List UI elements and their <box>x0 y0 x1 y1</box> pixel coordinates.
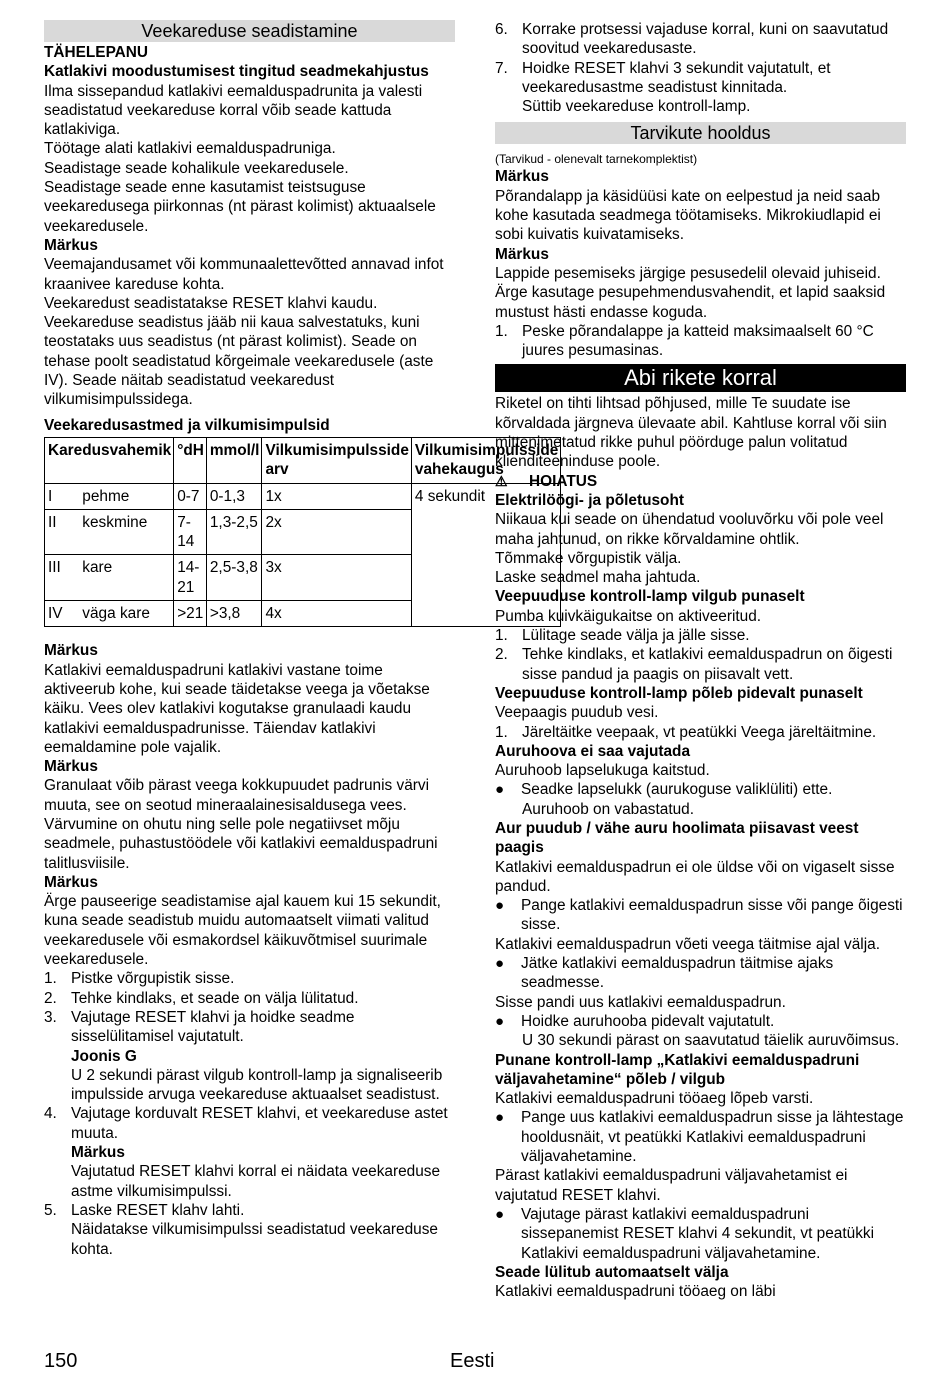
footer-language: Eesti <box>450 1350 495 1372</box>
warning-label: HOIATUS <box>529 472 598 490</box>
caution-paragraph: Töötage alati katlakivi eemalduspadruniga. <box>44 140 336 158</box>
page-number: 150 <box>44 1350 78 1372</box>
count-cell: 4x <box>262 601 411 627</box>
section-title-water-hardness: Veekareduse seadistamine <box>44 20 455 42</box>
left-column <box>44 20 559 1259</box>
list-item <box>44 1008 455 1047</box>
note-paragraph: Põrandalapp ja käsidüüsi kate on eelpestud ja neid saab kohe kasutada seadmega töötamiseks. Mikrokiudlapid ei sobi kuivatis kuivatamiseks. <box>495 187 881 244</box>
bullet-text: Vajutage pärast katlakivi eemalduspadruni sissepanemist RESET klahvi 4 sekundit, vt peatükki Katlakivi eemalduspadruni väljavahetamine. <box>521 1205 875 1262</box>
note-label: Märkus <box>495 245 549 263</box>
bullet-text: Pange uus katlakivi eemalduspadrun sisse ja lähtestage hooldusnäit, vt peatükki Katlakivi eemalduspadruni väljavahetamine. <box>521 1109 904 1166</box>
dh-cell: 7-14 <box>174 509 207 555</box>
list-item <box>495 59 906 98</box>
step-text: Korrake protsessi vajaduse korral, kuni on saavutatud soovitud veekaredusaste. <box>522 21 889 58</box>
mmol-cell: 2,5-3,8 <box>206 555 262 601</box>
list-item <box>495 896 906 935</box>
fault-cause: Katlakivi eemalduspadrun võeti veega täitmise ajal välja. <box>495 935 880 953</box>
warning-title: Elektrilöögi- ja põletusoht <box>495 491 684 509</box>
step-text: Tehke kindlaks, et katlakivi eemalduspadrun on õigesti sisse pandud ja paagis on piisavalt vett. <box>522 646 893 683</box>
bullet-icon: ● <box>495 955 505 973</box>
header-cell: Vilkumisimpulsside vahekaugus <box>411 437 560 483</box>
level-cell: III <box>45 555 80 601</box>
step-number: 5. <box>44 1201 57 1219</box>
caution-paragraph: Seadistage seade kohalikule veekaredusele. <box>44 159 349 177</box>
bullet-icon: ● <box>495 1012 505 1030</box>
name-cell: pehme <box>79 483 173 509</box>
fault-heading: Auruhoova ei saa vajutada <box>495 742 691 760</box>
step-number: 7. <box>495 59 508 77</box>
step-text: Pistke võrgupistik sisse. <box>71 970 235 988</box>
list-item <box>495 626 906 645</box>
note-paragraph: Veekaredust seadistatakse RESET klahvi kaudu. Veekareduse seadistus jääb nii kaua salvestatuks, kuni teostataks uus seadistus (nt pärast kolimist). Seade on tehase poolt seadistatud kõrgeimale veekaredusele (aste IV). Seade näitab seadistatud veekaredust vilkumisimpulssidega. <box>44 294 434 409</box>
note-paragraph: Lappide pesemiseks järgige pesusedelil olevaid juhiseid. Ärge kasutage pesupehmendusvahendit, et lapid saaksid mustust hästi endasse koguda. <box>495 264 886 321</box>
note-label: Märkus <box>44 642 98 660</box>
fault-cause: Pärast katlakivi eemalduspadruni väljavahetamist ei vajutatud RESET klahvi. <box>495 1167 848 1204</box>
caution-label: TÄHELEPANU <box>44 44 149 61</box>
name-cell: keskmine <box>79 509 173 555</box>
figure-reference: Joonis G <box>71 1047 137 1065</box>
fault-cause: Katlakivi eemalduspadrun ei ole üldse või on vigaselt sisse pandud. <box>495 858 895 895</box>
fault-heading: Punane kontroll-lamp „Katlakivi eemalduspadruni väljavahetamine“ põleb / vilgub <box>495 1051 860 1088</box>
header-cell: Vilkumisimpulsside arv <box>262 437 411 483</box>
step-text: Vajutage RESET klahvi ja hoidke seadme sisselülitamisel vajutatult. <box>71 1008 355 1046</box>
warning-paragraph: Niikaua kui seade on ühendatud vooluvõrku või pole veel maha jahtunud, on rikke kõrvaldamine ohtlik. <box>495 511 884 548</box>
bullet-icon: ● <box>495 1109 505 1127</box>
bullet-text: Jätke katlakivi eemalduspadrun täitmise ajaks seadmesse. <box>521 955 834 992</box>
list-item <box>495 954 906 993</box>
bullet-icon: ● <box>495 1205 505 1223</box>
note-label: Märkus <box>44 236 98 254</box>
fault-cause: Sisse pandi uus katlakivi eemalduspadrun. <box>495 993 786 1011</box>
count-cell: 1x <box>262 483 411 509</box>
count-cell: 2x <box>262 509 411 555</box>
caution-paragraph: Ilma sissepandud katlakivi eemalduspadrunita ja valesti seadistatud veekareduse korral võib seade kattuda katlakiviga. <box>44 82 423 139</box>
table-title: Veekaredusastmed ja vilkumisimpulsid <box>44 416 330 434</box>
fault-cause: Pumba kuivkäigukaitse on aktiveeritud. <box>495 607 762 625</box>
list-item <box>495 1012 906 1031</box>
list-item <box>495 1205 906 1263</box>
note-label: Märkus <box>495 168 549 186</box>
step-subtext: Süttib veekareduse kontroll-lamp. <box>522 98 751 116</box>
step-subtext: U 2 sekundi pärast vilgub kontroll-lamp ja signaliseerib impulsside arvuga veekareduse aktuaalset seadistust. <box>71 1066 443 1104</box>
bullet-text: Hoidke auruhooba pidevalt vajutatult. <box>521 1012 775 1030</box>
list-item <box>495 780 906 799</box>
warning-heading <box>495 472 906 491</box>
accessory-note-small: (Tarvikud - olenevalt tarnekomplektist) <box>495 152 698 167</box>
warning-paragraph: Laske seadmel maha jahtuda. <box>495 569 701 587</box>
bullet-icon: ● <box>495 897 505 915</box>
fault-cause: Auruhoob lapselukuga kaitstud. <box>495 762 710 780</box>
caution-paragraph: Seadistage seade enne kasutamist teistsuguse veekaredusega piirkonnas (nt pärast kolimist) aktuaalsele veekaredusele. <box>44 179 436 235</box>
step-text: Järeltäitke veepaak, vt peatükki Veega järeltäitmine. <box>522 723 877 741</box>
note-label: Märkus <box>71 1144 125 1162</box>
fault-cause: Katlakivi eemalduspadruni tööaeg on läbi <box>495 1283 776 1301</box>
bullet-text: Seadke lapselukk (aurukoguse valiklüliti) ette. <box>521 781 833 799</box>
header-cell: Karedusvahemik <box>45 437 174 483</box>
step-text: Peske põrandalappe ja katteid maksimaalselt 60 °C juures pesumasinas. <box>522 322 874 360</box>
step-number: 1. <box>44 970 57 988</box>
list-item <box>44 1201 455 1220</box>
list-item <box>44 1104 455 1143</box>
section-title-troubleshooting: Abi rikete korral <box>495 364 906 392</box>
name-cell: kare <box>79 555 173 601</box>
step-text: Hoidke RESET klahvi 3 sekundit vajutatult, et veekaredusastme seadistust kinnitada. <box>522 59 831 96</box>
warning-paragraph: Tõmmake võrgupistik välja. <box>495 549 682 567</box>
step-number: 6. <box>495 21 508 38</box>
table-header-row <box>45 437 561 483</box>
header-cell: mmol/l <box>206 437 262 483</box>
note-paragraph: Granulaat võib pärast veega kokkupuudet padrunis värvi muuta, see on seotud mineraalainesisaldusega vees. Värvumine on ohutu ning selle pole negatiivset mõju seadmele, puhastustöödele või katlakivi eemalduspadruni talitlusviisile. <box>44 777 438 872</box>
step-text: Lülitage seade välja ja jälle sisse. <box>522 627 750 645</box>
count-cell: 3x <box>262 555 411 601</box>
dh-cell: 0-7 <box>174 483 207 509</box>
step-number: 2. <box>44 989 57 1007</box>
step-text: Vajutage korduvalt RESET klahvi, et veekareduse astet muuta. <box>71 1105 448 1142</box>
step-number: 3. <box>44 1008 57 1026</box>
level-cell: II <box>45 509 80 555</box>
level-cell: IV <box>45 601 80 627</box>
dh-cell: 14-21 <box>174 555 207 601</box>
mmol-cell: 1,3-2,5 <box>206 509 262 555</box>
step-text: Tehke kindlaks, et seade on välja lülitatud. <box>71 989 359 1007</box>
step-number: 2. <box>495 646 508 664</box>
note-label: Märkus <box>44 873 98 891</box>
fault-heading: Aur puudub / vähe auru hoolimata piisavast veest paagis <box>495 819 859 857</box>
list-item <box>44 989 455 1008</box>
note-paragraph: Veemajandusamet või kommunaalettevõtted annavad infot kraanivee kareduse kohta. <box>44 256 444 293</box>
step-text: Laske RESET klahv lahti. <box>71 1201 245 1219</box>
step-number: 1. <box>495 322 508 340</box>
section-title-accessory-care: Tarvikute hooldus <box>495 122 906 144</box>
list-item <box>495 1108 906 1166</box>
mmol-cell: >3,8 <box>206 601 262 627</box>
step-subtext: Näidatakse vilkumisimpulssi seadistatud veekareduse kohta. <box>71 1221 438 1258</box>
list-item <box>44 969 455 988</box>
step-number: 1. <box>495 723 508 741</box>
list-item <box>495 322 906 361</box>
bullet-icon: ● <box>495 781 505 799</box>
list-item <box>495 723 906 742</box>
fault-heading: Veepuuduse kontroll-lamp põleb pidevalt punaselt <box>495 684 863 702</box>
bullet-text: Pange katlakivi eemalduspadrun sisse või pange õigesti sisse. <box>521 897 903 934</box>
note-paragraph: Katlakivi eemalduspadruni katlakivi vastane toime aktiveerub kohe, kui seade täidetakse veega ja võetakse käiku. Vees olev katlakivi kogutakse granulaadi kaudu katlakivi eemalduspadrunisse. Täiendav katlakivi eemaldamine pole vajalik. <box>44 661 430 756</box>
table-row <box>45 483 561 509</box>
step-subtext: U 30 sekundi pärast on saavutatud täielik auruvõimsus. <box>522 1032 900 1050</box>
hardness-table <box>44 437 561 627</box>
fault-cause: Veepaagis puudub vesi. <box>495 704 659 722</box>
trouble-intro: Riketel on tihti lihtsad põhjused, mille Te suudate ise kõrvaldada järgneva ülevaate abil. Kahtluse korral või siin mittenimetatud rikke puhul pöörduge palun volitatud klienditeeninduse poole. <box>495 395 887 471</box>
dh-cell: >21 <box>174 601 207 627</box>
caution-heading: Katlakivi moodustumisest tingitud seadmekahjustus <box>44 63 429 81</box>
fault-heading: Seade lülitub automaatselt välja <box>495 1263 729 1281</box>
step-subtext: Auruhoob on vabastatud. <box>522 800 694 818</box>
note-paragraph: Ärge pauseerige seadistamise ajal kauem kui 15 sekundit, kuna seade seadistub muidu automaatselt viimati valitud veekaredusele või esmakordsel käikuvõtmisel suurimale veekaredusele. <box>44 893 441 969</box>
header-cell: °dH <box>174 437 207 483</box>
fault-cause: Katlakivi eemalduspadruni tööaeg lõpeb varsti. <box>495 1090 814 1108</box>
interval-cell: 4 sekundit <box>411 483 560 627</box>
warning-triangle-icon: ⚠ <box>495 472 508 489</box>
step-subtext: Vajutatud RESET klahvi korral ei näidata veekareduse astme vilkumisimpulssi. <box>71 1163 441 1200</box>
fault-heading: Veepuuduse kontroll-lamp vilgub punaselt <box>495 588 805 606</box>
list-item <box>495 645 906 684</box>
level-cell: I <box>45 483 80 509</box>
note-label: Märkus <box>44 758 98 776</box>
mmol-cell: 0-1,3 <box>206 483 262 509</box>
right-column <box>495 20 906 1301</box>
step-number: 4. <box>44 1105 57 1123</box>
step-number: 1. <box>495 627 508 645</box>
list-item <box>495 20 906 59</box>
name-cell: väga kare <box>79 601 173 627</box>
